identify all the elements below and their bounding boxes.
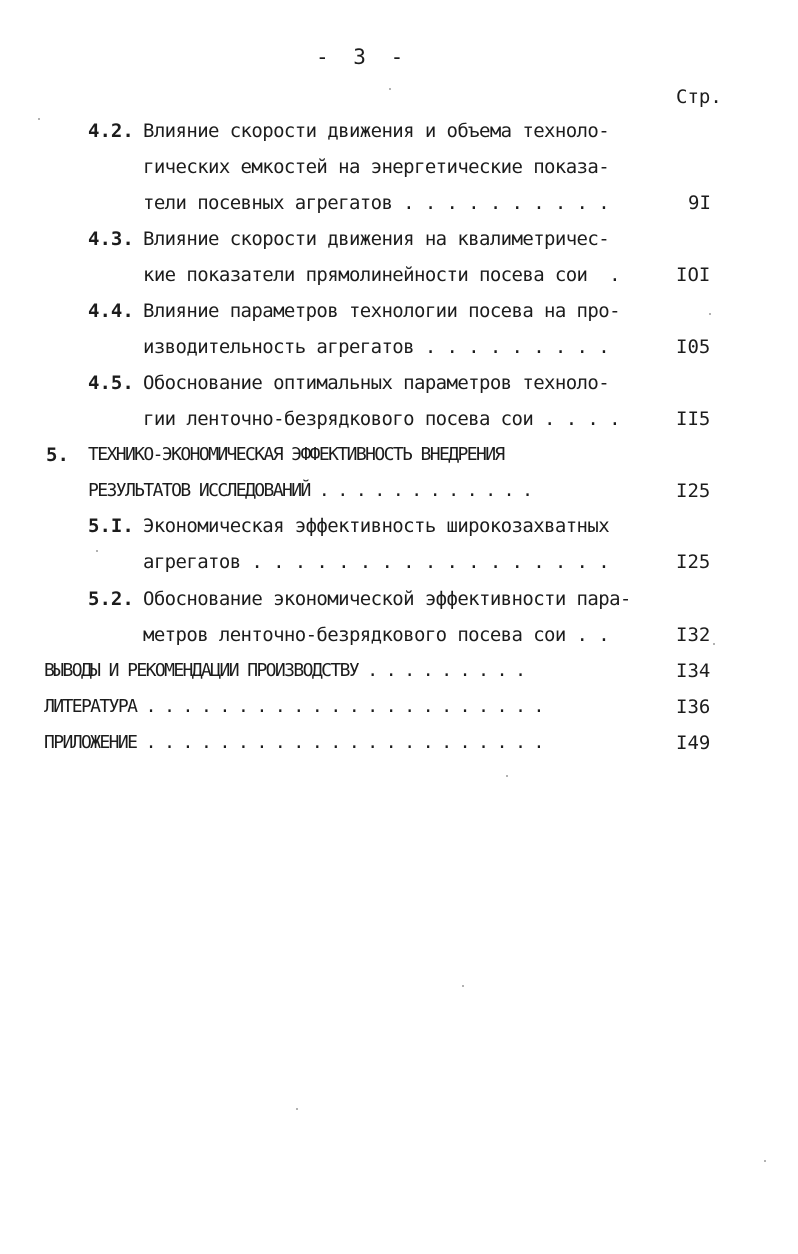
scan-speck — [506, 775, 508, 777]
scan-speck — [764, 1160, 766, 1162]
entry-title-line: Влияние скорости движения на квалиметричес- — [143, 228, 610, 250]
scan-speck — [462, 985, 464, 987]
entry-title-line: РЕЗУЛЬТАТОВ ИССЛЕДОВАНИЙ . . . . . . . . . . . . — [88, 480, 532, 501]
entry-page-number: I25 — [676, 480, 711, 502]
entry-title-line: Экономическая эффективность широкозахватных — [143, 515, 610, 537]
entry-title-line: тели посевных агрегатов . . . . . . . . . . — [143, 192, 610, 214]
entry-title-line: Обоснование экономической эффективности пара- — [143, 588, 631, 610]
scan-speck — [713, 643, 715, 645]
scan-speck — [96, 550, 98, 552]
entry-title-line: ЛИТЕРАТУРА . . . . . . . . . . . . . . . . . . . . . . — [44, 696, 543, 717]
entry-title-line: Влияние параметров технологии посева на про- — [143, 300, 620, 322]
entry-page-number: I32 — [676, 624, 711, 646]
entry-title-line: агрегатов . . . . . . . . . . . . . . . . . — [143, 551, 610, 573]
scan-speck — [709, 313, 711, 315]
entry-page-number: I36 — [676, 696, 711, 718]
scan-speck — [389, 88, 391, 90]
entry-title-line: ТЕХНИКО-ЭКОНОМИЧЕСКАЯ ЭФФЕКТИВНОСТЬ ВНЕДРЕНИЯ — [88, 444, 504, 465]
entry-title-line: Обоснование оптимальных параметров техноло- — [143, 372, 610, 394]
entry-number: 4.4. — [88, 300, 134, 322]
entry-page-number: II5 — [676, 408, 711, 430]
entry-title-line: изводительность агрегатов . . . . . . . . . — [143, 336, 610, 358]
page-column-header: Стр. — [676, 86, 722, 108]
entry-number: 5.2. — [88, 588, 134, 610]
entry-title-line: кие показатели прямолинейности посева сои . — [143, 264, 620, 286]
scan-speck — [38, 118, 40, 120]
entry-page-number: 9I — [688, 192, 711, 214]
entry-number: 5. — [46, 444, 69, 466]
entry-number: 4.3. — [88, 228, 134, 250]
entry-number: 4.5. — [88, 372, 134, 394]
entry-page-number: IOI — [676, 264, 711, 286]
entry-page-number: I49 — [676, 732, 711, 754]
entry-number: 4.2. — [88, 120, 134, 142]
page-number: - 3 - — [316, 45, 410, 69]
entry-title-line: ПРИЛОЖЕНИЕ . . . . . . . . . . . . . . . . . . . . . . — [44, 732, 543, 753]
entry-title-line: гии ленточно-безрядкового посева сои . . . . — [143, 408, 620, 430]
entry-page-number: I34 — [676, 660, 711, 682]
entry-number: 5.I. — [88, 515, 134, 537]
entry-title-line: ВЫВОДЫ И РЕКОМЕНДАЦИИ ПРОИЗВОДСТВУ . . . . . . . . . — [44, 660, 525, 681]
entry-title-line: гических емкостей на энергетические показа- — [143, 156, 610, 178]
entry-title-line: метров ленточно-безрядкового посева сои . . — [143, 624, 610, 646]
entry-page-number: I05 — [676, 336, 711, 358]
entry-page-number: I25 — [676, 551, 711, 573]
scan-speck — [296, 1108, 298, 1110]
entry-title-line: Влияние скорости движения и объема техноло- — [143, 120, 610, 142]
